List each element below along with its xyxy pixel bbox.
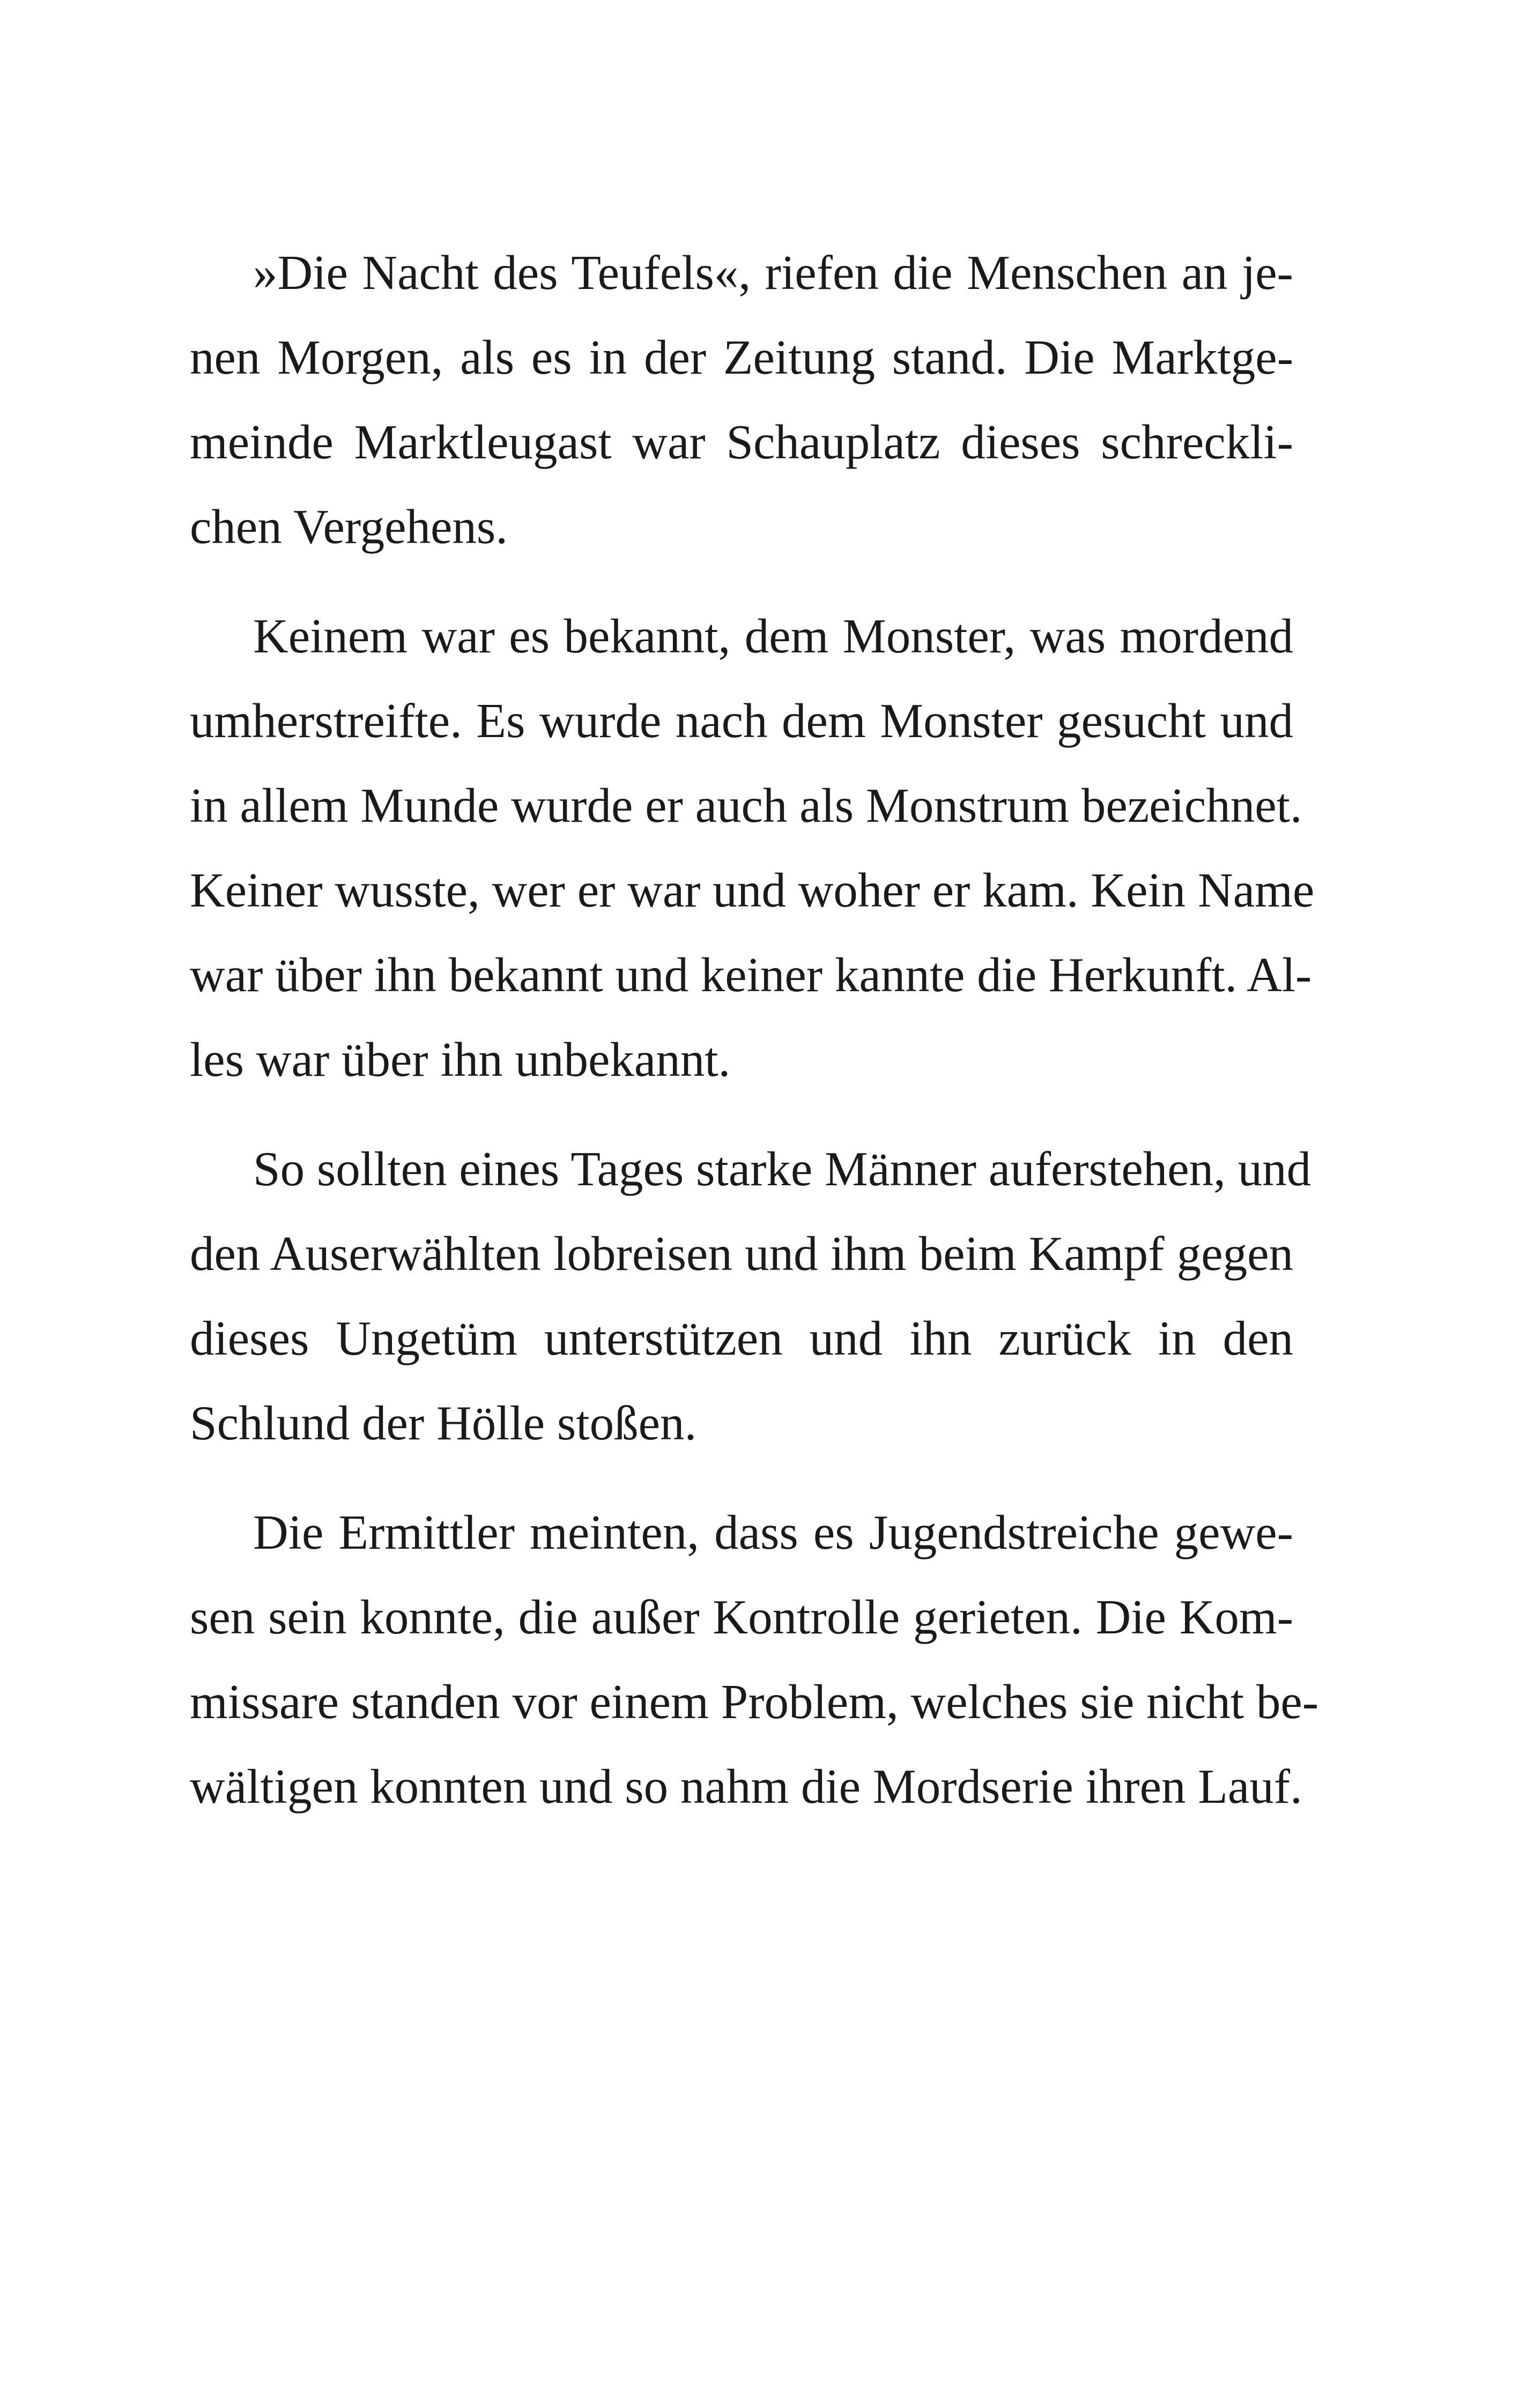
text-line: sen sein konnte, die außer Kontrolle gerieten. Die Kom-	[190, 1590, 1293, 1644]
text-line: Schlund der Hölle stoßen.	[190, 1396, 697, 1450]
text-line: nen Morgen, als es in der Zeitung stand. Die Marktge-	[190, 330, 1293, 384]
text-line: So sollten eines Tages starke Männer auferstehen, und	[253, 1142, 1311, 1196]
text-line: »Die Nacht des Teufels«, riefen die Menschen an je-	[253, 246, 1293, 300]
paragraph-3	[190, 1127, 1311, 1466]
text-line: wältigen konnten und so nahm die Mordserie ihren Lauf.	[190, 1759, 1302, 1814]
paragraph-1	[190, 231, 1293, 569]
text-line: Keiner wusste, wer er war und woher er kam. Kein Name	[190, 863, 1315, 917]
paragraph-2	[190, 594, 1315, 1102]
text-line: chen Vergehens.	[190, 500, 508, 554]
paragraph-4	[190, 1490, 1319, 1829]
text-line: war über ihn bekannt und keiner kannte die Herkunft. Al-	[190, 948, 1312, 1002]
text-line: dieses Ungetüm unterstützen und ihn zurück in den	[190, 1311, 1293, 1365]
text-line: meinde Marktleugast war Schauplatz dieses schreckli-	[190, 415, 1293, 469]
text-line: Die Ermittler meinten, dass es Jugendstreiche gewe-	[253, 1505, 1293, 1559]
body-text	[190, 231, 1319, 1854]
text-line: umherstreifte. Es wurde nach dem Monster gesucht und	[190, 694, 1293, 748]
text-line: missare standen vor einem Problem, welches sie nicht be-	[190, 1675, 1319, 1729]
text-line: in allem Munde wurde er auch als Monstrum bezeichnet.	[190, 778, 1302, 833]
text-line: Keinem war es bekannt, dem Monster, was mordend	[253, 609, 1293, 663]
text-line: les war über ihn unbekannt.	[190, 1032, 731, 1087]
text-line: den Auserwählten lobreisen und ihm beim Kampf gegen	[190, 1227, 1293, 1281]
